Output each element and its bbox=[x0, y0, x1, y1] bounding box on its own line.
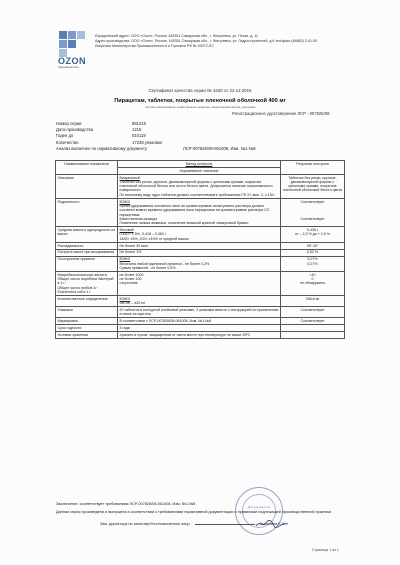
cell-norm bbox=[118, 227, 281, 242]
table-row bbox=[56, 296, 345, 307]
cell-parameter bbox=[56, 242, 118, 249]
cell-parameter-text: Потеря в массе при высушивании bbox=[57, 250, 115, 255]
cell-result bbox=[281, 271, 345, 295]
meta-row: Количество 17248 упаковок bbox=[56, 139, 163, 145]
meta-row: Анализ выполнен по нормативному документу ЛСР-007826/08-061008, Изм. №1-№8 bbox=[56, 145, 256, 151]
cell-result-text: <10 0 не обнаружено bbox=[299, 272, 326, 286]
cell-result-text: 396,6 мг bbox=[305, 296, 320, 301]
cell-norm bbox=[118, 307, 281, 318]
cell-result bbox=[281, 227, 345, 242]
logo-text: OZON bbox=[58, 56, 86, 66]
cell-result bbox=[281, 249, 345, 256]
cell-norm bbox=[118, 249, 281, 256]
cell-norm bbox=[118, 198, 281, 226]
table-row bbox=[56, 242, 345, 249]
table-row bbox=[56, 198, 345, 226]
cell-parameter-text: Условия хранения bbox=[57, 333, 89, 338]
cell-parameter-text: Посторонние примеси bbox=[57, 257, 95, 262]
quality-spec-table bbox=[55, 160, 345, 339]
cell-parameter bbox=[56, 296, 118, 307]
cell-result bbox=[281, 318, 345, 325]
cell-norm-text: Время удерживания основного пика на хроматограмме испытуемого раствора должно соответствовать времени удерживания пика пирацетама на хроматограмме раствора СО пирацетама. Качественная реакция Появление запаха аммиака, посинение влажной красной лакмусовой бумаги bbox=[119, 203, 270, 226]
cell-norm-text: Таблетки без риски, круглые, двояковыпуклой формы с цельными краями, покрытые пленочной оболочкой белого или почти белого цвета. Допускается наличие шероховатости поверхности. По внешнему виду ядро таблетки должно соответствовать требованиям ГФ XI, вып. 2, с.154 bbox=[119, 179, 274, 197]
signatory-name: Лыканина Е.А. bbox=[259, 522, 286, 526]
cell-result-text: 0,07% 0,27% bbox=[307, 257, 318, 266]
cell-norm bbox=[118, 318, 281, 325]
cell-parameter-text: Описание bbox=[57, 175, 75, 180]
cell-norm bbox=[118, 325, 281, 332]
cell-parameter bbox=[56, 318, 118, 325]
cell-result bbox=[281, 307, 345, 318]
table-row bbox=[56, 325, 345, 332]
cell-result-text: 0,52 % bbox=[306, 250, 319, 255]
conclusion-line: Заключение: соответствует требованиям ЛСР-007826/08-061008, Изм. №1-№8 bbox=[56, 502, 196, 506]
signature-block bbox=[100, 522, 340, 526]
table-row bbox=[56, 174, 345, 198]
cell-result bbox=[281, 332, 345, 339]
cell-parameter bbox=[56, 307, 118, 318]
product-subtitle: торговое наименование лекарственного средства, лекарственная форма, дозировка bbox=[144, 105, 256, 109]
cell-norm bbox=[118, 332, 281, 339]
cell-norm-text: 0,440 г ± 5%; 0,418 – 0,462 г 18/20: ±5%; 2/20: ±10% от средней массы bbox=[119, 232, 189, 241]
cell-result-text: Таблетки без риски, круглые, двояковыпуклой формы с цельными краями, покрытые пленочной оболочкой белого цвета bbox=[282, 175, 342, 193]
table-row bbox=[56, 227, 345, 242]
table-row bbox=[56, 318, 345, 325]
cell-result-text: Соответствует Соответствует bbox=[300, 199, 325, 221]
header-method: Метод контроля bbox=[118, 161, 281, 168]
cell-norm-text: 3 года bbox=[119, 326, 130, 331]
table-row bbox=[56, 271, 345, 295]
cell-parameter-text: Микробиологическая чистота Общее число аэробных бактерий в 1 г: Общее число грибов 1г: Escherichia coli в 1 г bbox=[57, 272, 114, 294]
cell-parameter-text: Средняя масса и однородность по массе bbox=[57, 228, 116, 237]
meta-row: Годен до 010119 bbox=[56, 133, 146, 139]
cell-parameter bbox=[56, 227, 118, 242]
cell-result-text: 0,435 г от – 2,3 % до + 2,5 % bbox=[294, 228, 331, 237]
cell-norm bbox=[118, 271, 281, 295]
table-row bbox=[56, 307, 345, 318]
header-line: Лицензия Министерства Промышленности и Торговли РФ № 00072-ЛС bbox=[95, 44, 214, 49]
signature-line bbox=[195, 524, 255, 525]
cell-parameter-text: Распадаемость bbox=[57, 243, 84, 248]
cell-parameter bbox=[56, 249, 118, 256]
cell-parameter-text: Срок годности bbox=[57, 326, 82, 331]
cell-parameter bbox=[56, 256, 118, 271]
cell-result-text: Соответствует bbox=[300, 319, 325, 324]
cell-norm-text: не более 1000 не более 100 отсутствие bbox=[119, 272, 144, 286]
cell-parameter-text: Количественное определение bbox=[57, 296, 108, 301]
meta-row: Дата производства 1215 bbox=[56, 127, 142, 133]
cell-norm bbox=[118, 256, 281, 271]
cell-parameter bbox=[56, 325, 118, 332]
release-statement: Данная серия произведена и выпущена в соответствии с требованиями нормативной документации и правилами надлежащей производственной практики bbox=[56, 510, 332, 514]
cell-norm bbox=[118, 242, 281, 249]
table-row bbox=[56, 332, 345, 339]
cell-norm-text: 380 мг – 420 мг bbox=[119, 301, 146, 306]
conclusion bbox=[56, 502, 346, 515]
ozon-logo-icon bbox=[56, 28, 88, 58]
cell-result-text: 09' 43" bbox=[307, 243, 318, 248]
cell-result bbox=[281, 242, 345, 249]
header-result: Результат контроля bbox=[281, 161, 345, 175]
cell-norm-text: Не более 30 мин. bbox=[119, 243, 149, 248]
cell-norm-text: Не более 1% bbox=[119, 250, 142, 255]
cell-norm-text: В соответствии с ЛСР-007826/08-061008, Изм. №1-№8 bbox=[119, 319, 212, 324]
cell-method: ВЭЖХ bbox=[119, 199, 131, 204]
cell-result bbox=[281, 325, 345, 332]
cell-result bbox=[281, 174, 345, 198]
cell-method: Весовой bbox=[119, 228, 134, 233]
cell-parameter bbox=[56, 271, 118, 295]
header-norm: Нормативное значение bbox=[118, 167, 281, 174]
cell-method: Визуальный bbox=[119, 175, 140, 180]
certificate-title: Сертификат качества серии № 3430 от 22.12.2015 bbox=[148, 88, 252, 93]
header-line: Адрес производства: ООО «Озон», Россия, 445351 Самарская обл., г. Жигулевск, ул. Гидростроителей, д.6 тел/факс (84862) 3-41-09 bbox=[95, 39, 318, 44]
header-line: Юридический адрес: ООО «Озон», Россия, 445351 Самарская обл., г. Жигулевск, ул. Пески, д. 11 bbox=[95, 34, 259, 38]
stamp-text: Для документов bbox=[247, 505, 271, 509]
meta-row: Номер серии 881215 bbox=[56, 121, 146, 126]
cell-parameter-text: Подлинность bbox=[57, 199, 80, 204]
batch-info bbox=[56, 121, 336, 152]
cell-parameter-text: Упаковка bbox=[57, 308, 73, 313]
cell-parameter bbox=[56, 332, 118, 339]
signatory-title: Зам. директора по качеству/Уполномоченное лицо bbox=[100, 522, 190, 526]
product-title: Пирацетам, таблетки, покрытые пленочной оболочкой 400 мг bbox=[114, 98, 286, 104]
company-header bbox=[95, 34, 355, 50]
cell-method: ВЭЖХ bbox=[119, 296, 131, 301]
cell-norm-text: 20 таблеток в контурной ячейковой упаковке, 3 упаковки вместе с инструкцией по применению в пачке из картона bbox=[119, 308, 279, 317]
cell-result bbox=[281, 198, 345, 226]
cell-norm-text: Хранить в сухом, защищенном от света месте при температуре не выше 25ºС bbox=[119, 333, 251, 338]
cell-result-text: Соответствует bbox=[300, 308, 325, 313]
table-row bbox=[56, 249, 345, 256]
cell-result bbox=[281, 256, 345, 271]
cell-parameter-text: Маркировка bbox=[57, 319, 78, 324]
cell-parameter bbox=[56, 174, 118, 198]
cell-norm-text: Величина любой единичной примеси - не более 0,2% Сумма примесей - не более 0,5% bbox=[119, 261, 210, 270]
logo-subtext: фармацевтика bbox=[58, 65, 79, 69]
table-row bbox=[56, 256, 345, 271]
registration-number: Регистрационное удостоверение ЛСР - 007826/08 bbox=[232, 111, 330, 116]
cell-result bbox=[281, 296, 345, 307]
header-name: Наименование показателя bbox=[56, 161, 118, 175]
cell-norm bbox=[118, 174, 281, 198]
cell-parameter bbox=[56, 198, 118, 226]
cell-method: ВЭЖХ bbox=[119, 257, 131, 262]
page-number: Страница 1 из 1 bbox=[312, 548, 339, 552]
cell-norm bbox=[118, 296, 281, 307]
